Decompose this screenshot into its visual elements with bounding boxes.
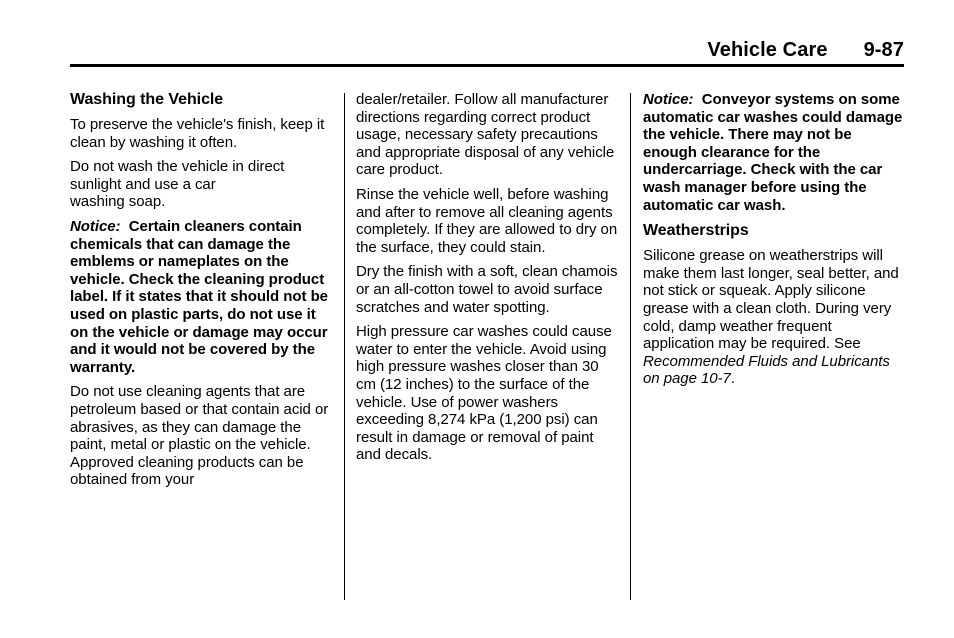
washing-paragraph-2-line-2: washing soap.: [70, 193, 166, 211]
column-2: [356, 91, 618, 471]
notice-conveyor-text: Conveyor systems on some automatic car washes could damage the vehicle. There may not be enough clearance for the undercarriage. Check with the car wash manager before using the automatic car wash.: [643, 91, 903, 214]
notice-label: Notice:: [643, 91, 694, 108]
weatherstrips-heading: Weatherstrips: [643, 222, 749, 240]
notice-conveyor: [643, 91, 907, 214]
weatherstrips-text: Silicone grease on weatherstrips will make them last longer, seal better, and not stick or squeak. Apply silicone grease with a clean cloth. During very cold, damp weather frequent application may be required. See: [643, 247, 899, 353]
page-number: 9-87: [863, 39, 904, 61]
washing-paragraph-6: Dry the finish with a soft, clean chamois or an all-cotton towel to avoid surface scratches and water spotting.: [356, 263, 618, 316]
notice-label: Notice:: [70, 217, 121, 235]
washing-paragraph-5: Rinse the vehicle well, before washing and after to remove all cleaning agents completely. If they are allowed to dry on the surface, they could stain.: [356, 185, 618, 256]
notice-cleaners-text: Certain cleaners contain chemicals that can damage the emblems or nameplates on the vehicle. Check the cleaning product label. If it states that it should not be used on plastic parts, do not use it on the vehicle or damage may occur and it would not be covered by the warranty.: [70, 217, 328, 376]
notice-cleaners: [70, 218, 332, 376]
column-divider-2: [630, 93, 631, 600]
washing-paragraph-7: High pressure car washes could cause water to enter the vehicle. Avoid using high pressure washes closer than 30 cm (12 inches) to the surface of the vehicle. Use of power washers exceeding 8,274 kPa (1,200 psi) can result in damage or removal of paint and decals.: [356, 323, 612, 464]
washing-heading: Washing the Vehicle: [70, 91, 224, 108]
header-rule: [70, 64, 904, 67]
column-divider-1: [344, 93, 345, 600]
washing-paragraph-3: Do not use cleaning agents that are petroleum based or that contain acid or abrasives, as they can damage the paint, metal or plastic on the vehicle. Approved cleaning products can be obtained from your: [70, 383, 329, 489]
cross-reference-link: Recommended Fluids and Lubricants on page 10-7: [643, 352, 890, 388]
weatherstrips-end: .: [730, 370, 735, 388]
weatherstrips-paragraph: [643, 247, 907, 388]
washing-paragraph-2: [70, 158, 332, 211]
column-3: [643, 91, 907, 395]
washing-paragraph-2-line-1: Do not wash the vehicle in direct sunlight and use a car: [70, 158, 285, 193]
section-title: Vehicle Care: [707, 39, 828, 61]
page-header: [707, 38, 904, 62]
column-1: [70, 90, 332, 496]
washing-paragraph-1: To preserve the vehicle's finish, keep it clean by washing it often.: [70, 116, 325, 151]
washing-paragraph-4: dealer/retailer. Follow all manufacturer directions regarding correct product usage, necessary safety precautions and appropriate disposal of any vehicle care product.: [356, 91, 615, 179]
